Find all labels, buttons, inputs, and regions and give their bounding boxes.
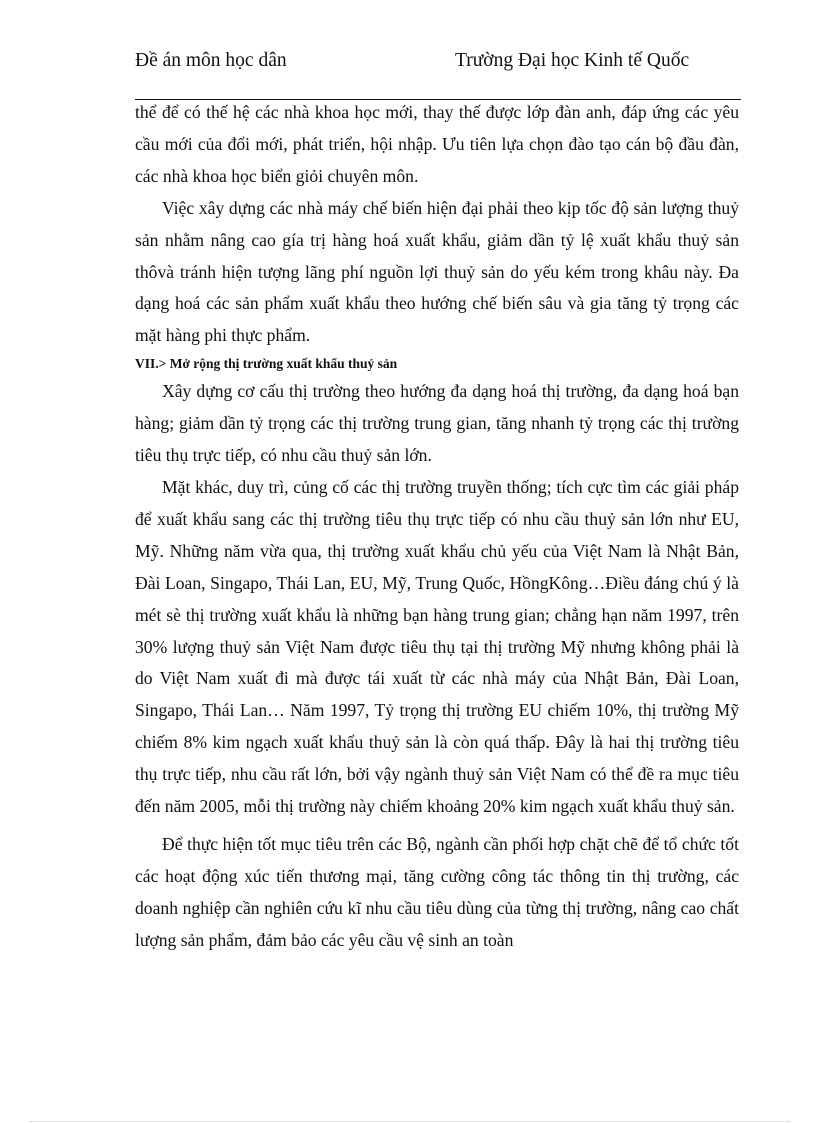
page-bottom-dotted-line xyxy=(30,1121,790,1122)
paragraph: Để thực hiện tốt mục tiêu trên các Bộ, ngành cần phối hợp chặt chẽ để tổ chức tốt các hoạt động xúc tiến thương mại, tăng cường công tác thông tin thị trường, các doanh nghiệp cần nghiên cứu kĩ nhu cầu tiêu dùng của từng thị trường, nâng cao chất lượng sản phẩm, đảm bảo các yêu cầu vệ sinh an toàn xyxy=(135,833,739,950)
section-heading: VII.> Mở rộng thị trường xuất khẩu thuỷ sản xyxy=(135,356,398,372)
paragraph: Việc xây dựng các nhà máy chế biến hiện đại phải theo kịp tốc độ sản lượng thuỷ sản nhằm nâng cao gía trị hàng hoá xuất khẩu, giảm dần tỷ lệ xuất khẩu thuỷ sản thôvà tránh hiện tượng lãng phí nguồn lợi thuỷ sản do yếu kém trong khâu này. Đa dạng hoá các sản phẩm xuất khẩu theo hướng chế biến sâu và gia tăng tỷ trọng các mặt hàng phi thực phẩm. xyxy=(135,197,739,346)
paragraph: Mặt khác, duy trì, củng cố các thị trường truyền thống; tích cực tìm các giải pháp để xuất khẩu sang các thị trường tiêu thụ trực tiếp có nhu cầu thuỷ sản lớn như EU, Mỹ. Những năm vừa qua, thị trường xuất khẩu chủ yếu của Việt Nam là Nhật Bản, Đài Loan, Singapo, Thái Lan, EU, Mỹ, Trung Quốc, HồngKông…Điều đáng chú ý là mét sè thị trường xuất khẩu là những bạn hàng trung gian; chẳng hạn năm 1997, trên 30% lượng thuỷ sản Việt Nam được tiêu thụ tại thị trường Mỹ nhưng không phải là do Việt Nam xuất đi mà được tái xuất từ các nhà máy của Nhật Bản, Đài Loan, Singapo, Thái Lan… Năm 1997, Tỷ trọng thị trường EU chiếm 10%, thị trường Mỹ chiếm 8% kim ngạch xuất khẩu thuỷ sản là còn quá thấp. Đây là hai thị trường tiêu thụ trực tiếp, nhu cầu rất lớn, bởi vậy ngành thuỷ sản Việt Nam có thể đề ra mục tiêu đến năm 2005, mỗi thị trường này chiếm khoảng 20% kim ngạch xuất khẩu thuỷ sản. xyxy=(135,476,739,817)
document-body xyxy=(135,97,739,957)
page-header xyxy=(135,48,741,100)
paragraph-continued: thể để có thế hệ các nhà khoa học mới, thay thế được lớp đàn anh, đáp ứng các yêu cầu mới của đổi mới, phát triển, hội nhập. Ưu tiên lựa chọn đào tạo cán bộ đầu đàn, các nhà khoa học biển giỏi chuyên môn. xyxy=(135,102,739,186)
header-course-title: Đề án môn học dân xyxy=(135,50,287,71)
header-university-name: Trường Đại học Kinh tế Quốc xyxy=(455,50,690,71)
paragraph: Xây dựng cơ cấu thị trường theo hướng đa dạng hoá thị trường, đa dạng hoá bạn hàng; giảm dần tỷ trọng các thị trường trung gian, tăng nhanh tỷ trọng các thị trường tiêu thụ trực tiếp, có nhu cầu thuỷ sản lớn. xyxy=(135,381,739,466)
